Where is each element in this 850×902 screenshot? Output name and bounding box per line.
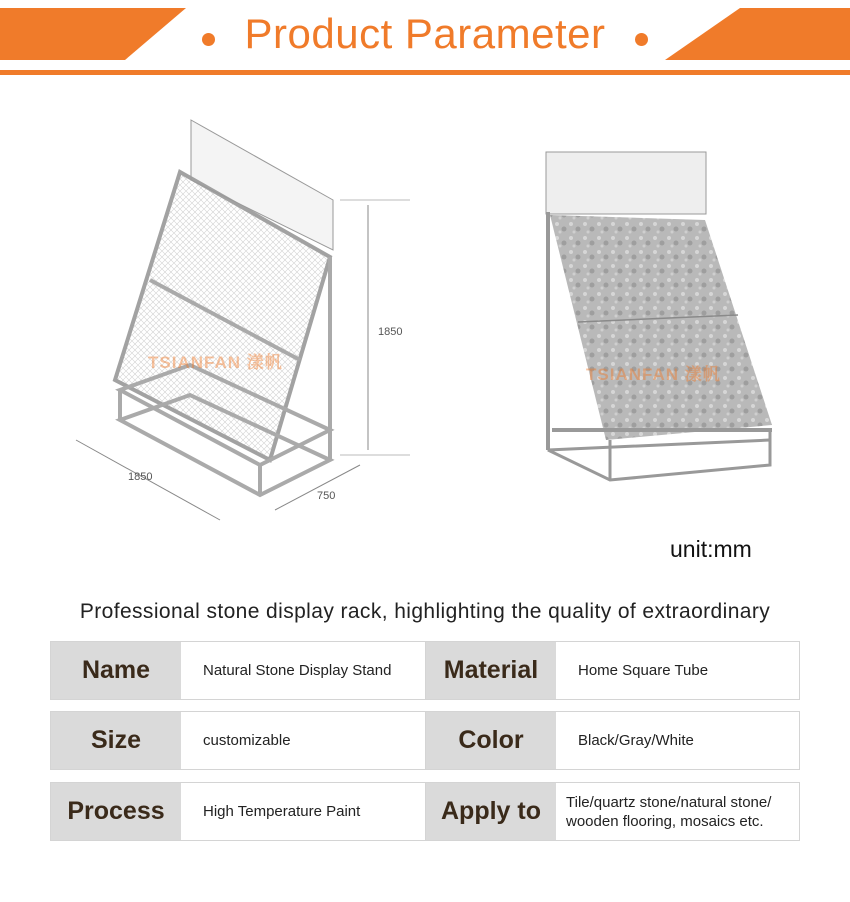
bullet-dot-right: [635, 33, 648, 46]
spec-value: Tile/quartz stone/natural stone/ wooden flooring, mosaics etc.: [566, 793, 772, 830]
depth-dimension: 750: [317, 490, 336, 502]
spec-value: Home Square Tube: [578, 662, 709, 679]
rack-line-drawing: [60, 110, 420, 530]
spec-value: Natural Stone Display Stand: [181, 642, 426, 699]
spec-value: Black/Gray/White: [578, 732, 694, 749]
rack-photo-svg: [540, 150, 780, 490]
spec-row-size: [50, 711, 800, 770]
spec-label: Name: [51, 642, 181, 699]
spec-value: customizable: [181, 712, 426, 769]
spec-label: Material: [426, 642, 556, 699]
spec-label: Apply to: [426, 783, 556, 840]
spec-label: Color: [426, 712, 556, 769]
rack-drawing-svg: [60, 110, 420, 530]
spec-value: High Temperature Paint: [181, 783, 426, 840]
rack-product-photo: [540, 150, 780, 490]
spec-label: Size: [51, 712, 181, 769]
height-dimension: 1850: [378, 326, 403, 338]
product-tagline: Professional stone display rack, highlighting the quality of extraordinary: [79, 600, 771, 623]
page-title: Product Parameter: [244, 10, 606, 57]
width-dimension: 1850: [128, 471, 153, 483]
header-banner: [0, 0, 850, 80]
unit-label: unit:mm: [670, 536, 752, 562]
spec-row-name: [50, 641, 800, 700]
brand-watermark: TSIANFAN 漾帆: [586, 365, 721, 384]
spec-label: Process: [51, 783, 181, 840]
spec-row-process: [50, 782, 800, 841]
brand-watermark: TSIANFAN 漾帆: [148, 353, 283, 372]
